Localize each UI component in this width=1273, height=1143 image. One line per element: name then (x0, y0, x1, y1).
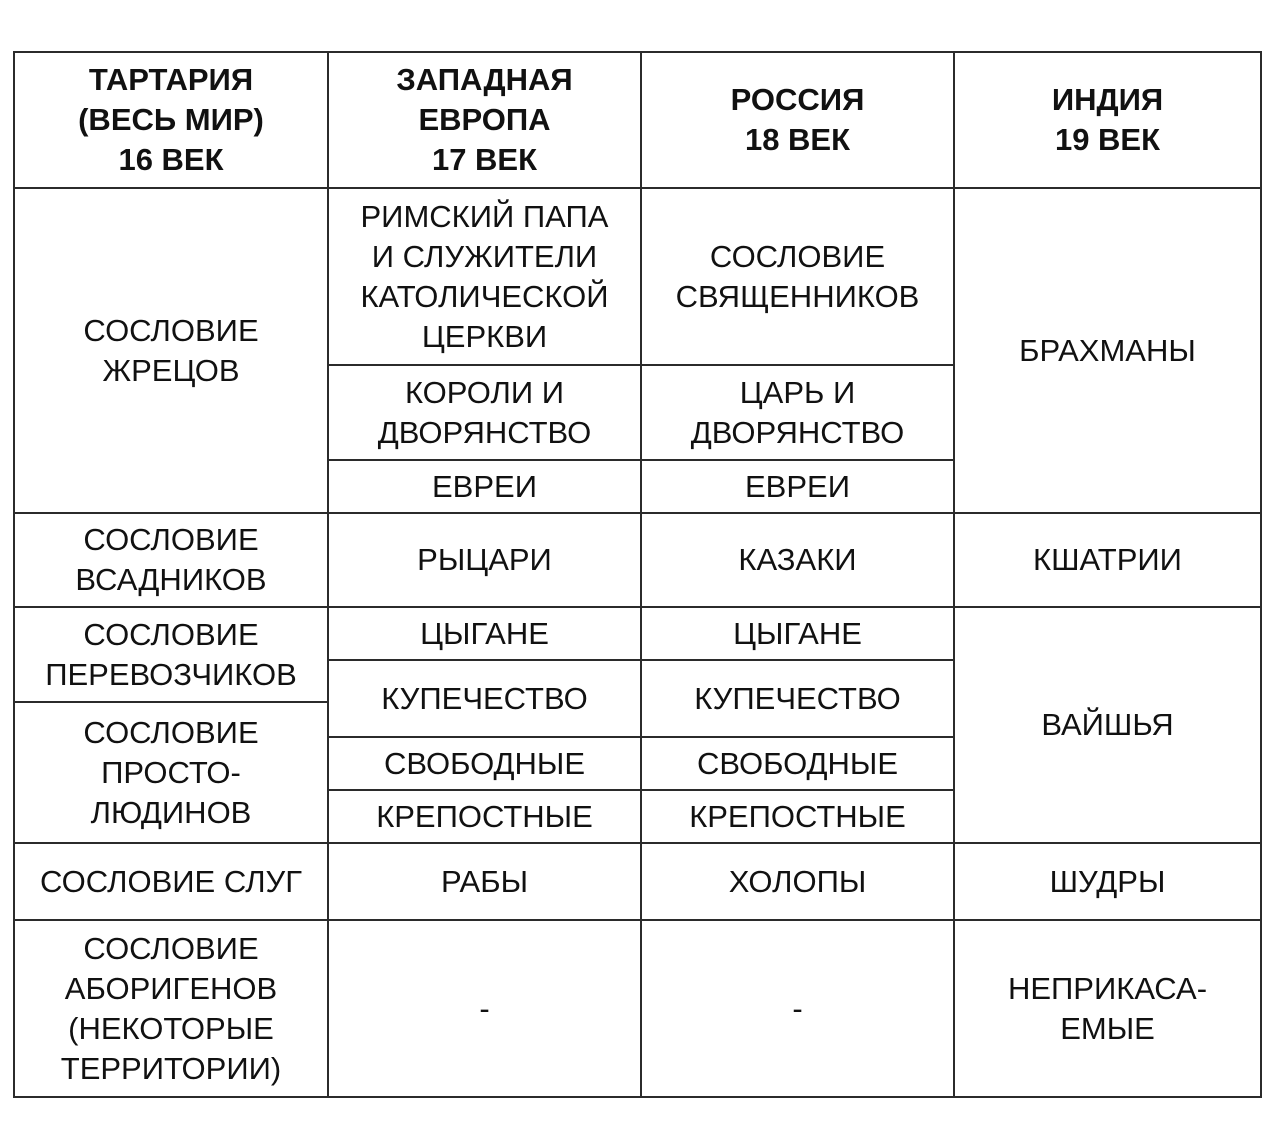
cell-russia-tsar: ЦАРЬ И ДВОРЯНСТВО (641, 365, 954, 460)
cell-tartaria-aborigines: СОСЛОВИЕ АБОРИГЕНОВ (НЕКОТОРЫЕ ТЕРРИТОРИИ) (14, 920, 328, 1097)
header-russia: РОССИЯ 18 ВЕК (641, 52, 954, 188)
header-tartaria: ТАРТАРИЯ (ВЕСЬ МИР) 16 ВЕК (14, 52, 328, 188)
table-row (14, 607, 1261, 660)
table-row (14, 188, 1261, 365)
header-row (14, 52, 1261, 188)
cell-india-shudras: ШУДРЫ (954, 843, 1261, 920)
cell-russia-jews: ЕВРЕИ (641, 460, 954, 513)
cell-europe-merchants: КУПЕЧЕСТВО (328, 660, 641, 737)
cell-europe-pope: РИМСКИЙ ПАПА И СЛУЖИТЕЛИ КАТОЛИЧЕСКОЙ ЦЕРКВИ (328, 188, 641, 365)
cell-europe-jews: ЕВРЕИ (328, 460, 641, 513)
cell-europe-slaves: РАБЫ (328, 843, 641, 920)
cell-europe-serfs: КРЕПОСТНЫЕ (328, 790, 641, 843)
cell-tartaria-servants: СОСЛОВИЕ СЛУГ (14, 843, 328, 920)
cell-russia-free: СВОБОДНЫЕ (641, 737, 954, 790)
cell-russia-kholops: ХОЛОПЫ (641, 843, 954, 920)
table-row (14, 920, 1261, 1097)
cell-europe-knights: РЫЦАРИ (328, 513, 641, 607)
header-india: ИНДИЯ 19 ВЕК (954, 52, 1261, 188)
header-western-europe: ЗАПАДНАЯ ЕВРОПА 17 ВЕК (328, 52, 641, 188)
cell-tartaria-commoners: СОСЛОВИЕ ПРОСТО- ЛЮДИНОВ (14, 702, 328, 843)
cell-russia-clergy: СОСЛОВИЕ СВЯЩЕННИКОВ (641, 188, 954, 365)
cell-india-brahmins: БРАХМАНЫ (954, 188, 1261, 513)
cell-russia-gypsies: ЦЫГАНЕ (641, 607, 954, 660)
cell-tartaria-carriers: СОСЛОВИЕ ПЕРЕВОЗЧИКОВ (14, 607, 328, 702)
cell-russia-serfs: КРЕПОСТНЫЕ (641, 790, 954, 843)
table-row (14, 513, 1261, 607)
estates-comparison-table (13, 51, 1262, 1098)
cell-india-kshatriyas: КШАТРИИ (954, 513, 1261, 607)
cell-europe-kings: КОРОЛИ И ДВОРЯНСТВО (328, 365, 641, 460)
cell-tartaria-riders: СОСЛОВИЕ ВСАДНИКОВ (14, 513, 328, 607)
cell-india-untouchables: НЕПРИКАСА- ЕМЫЕ (954, 920, 1261, 1097)
cell-tartaria-priests: СОСЛОВИЕ ЖРЕЦОВ (14, 188, 328, 513)
cell-russia-aborigines: - (641, 920, 954, 1097)
cell-europe-gypsies: ЦЫГАНЕ (328, 607, 641, 660)
cell-russia-merchants: КУПЕЧЕСТВО (641, 660, 954, 737)
cell-europe-aborigines: - (328, 920, 641, 1097)
cell-india-vaishyas: ВАЙШЬЯ (954, 607, 1261, 843)
cell-europe-free: СВОБОДНЫЕ (328, 737, 641, 790)
table-row (14, 843, 1261, 920)
cell-russia-cossacks: КАЗАКИ (641, 513, 954, 607)
